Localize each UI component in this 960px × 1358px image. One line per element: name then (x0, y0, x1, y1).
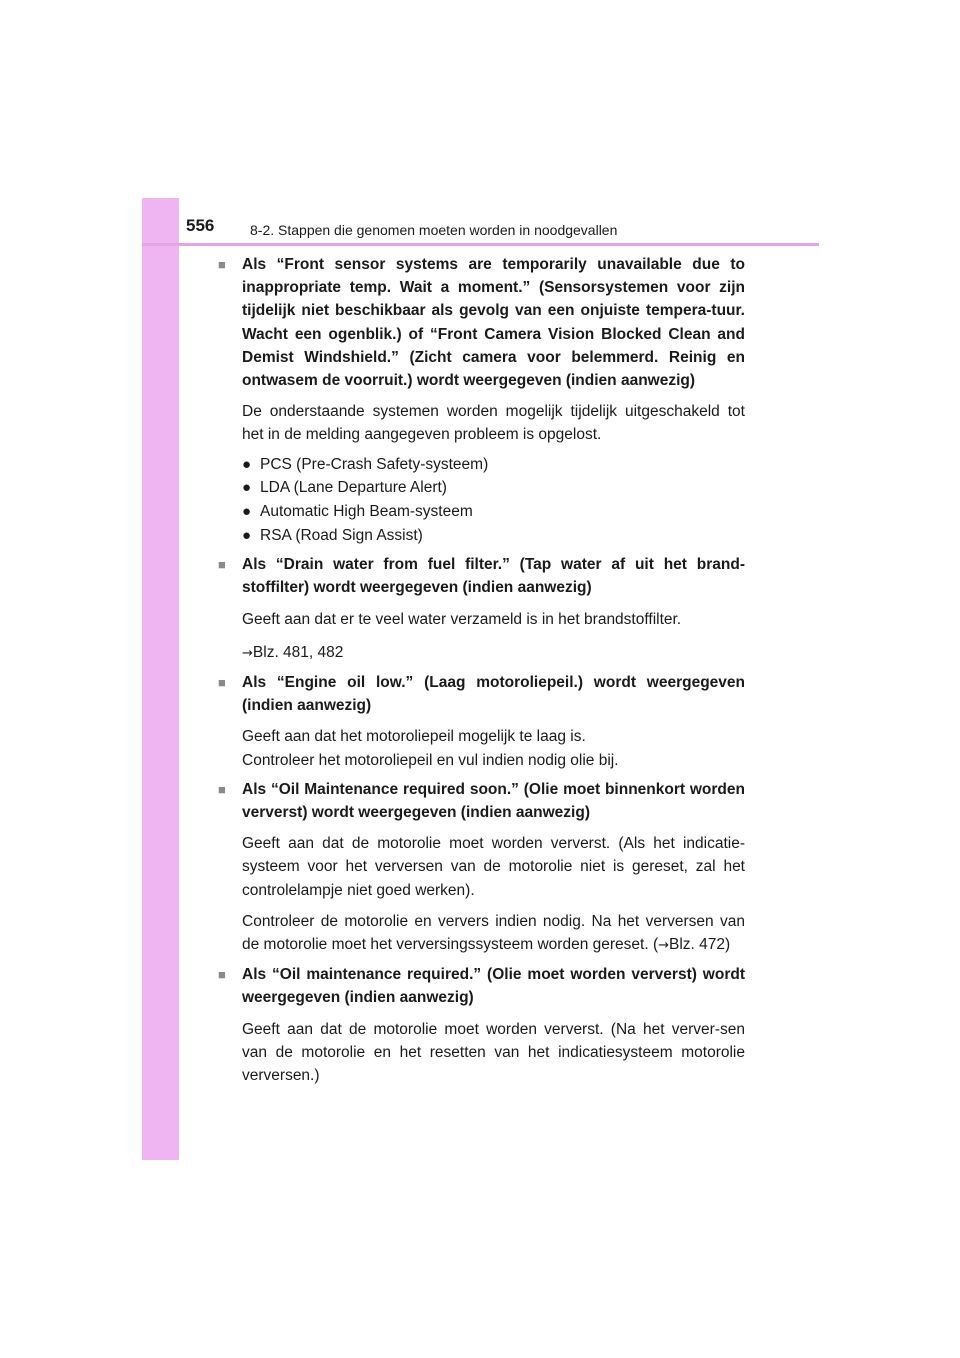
paragraph: De onderstaande systemen worden mogelijk tijdelijk uitgeschakeld tot het in de melding aangegeven probleem is opgelost. (242, 403, 745, 444)
heading-text: Als “Front sensor systems are temporarily unavailable due to inappropriate temp. Wait a moment.” (Sensorsystemen voor zijn tijdelijk niet beschikbaar als gevolg van een onjuiste tempera-tuur. Wacht een ogenblik.) of “Front Camera Vision Blocked Clean and Demist Windshield.” (Zicht camera voor belemmerd. Reinig en ontwasem de voorruit.) wordt weergegeven (indien aanwezig) (242, 256, 745, 390)
heading-text: Als “Oil Maintenance required soon.” (Olie moet binnenkort worden ververst) wordt weergegeven (indien aanwezig) (242, 780, 745, 822)
square-bullet-icon: ■ (218, 781, 226, 797)
reference-text: Blz. 481, 482 (252, 643, 344, 661)
section-heading (218, 778, 745, 824)
circle-bullet-icon: ● (242, 479, 252, 497)
list-item-text: Automatic High Beam-systeem (260, 503, 473, 521)
list-item-text: LDA (Lane Departure Alert) (260, 479, 447, 497)
heading-text: Als “Drain water from fuel filter.” (Tap water af uit het brand-stoffilter) wordt weergegeven (indien aanwezig) (242, 556, 745, 597)
side-color-band (142, 198, 179, 1160)
reference-text[interactable]: Blz. 472) (669, 936, 731, 954)
section-fuel-filter (218, 553, 745, 665)
section-heading (218, 671, 745, 717)
paragraph-text: Controleer de motorolie en ververs indien nodig. Na het verversen van de motorolie moet het verversingssysteem worden gereset. ( (242, 912, 745, 954)
paragraph (242, 910, 745, 957)
section-engine-oil-low (218, 671, 745, 772)
circle-bullet-icon: ● (242, 455, 252, 473)
section-title: 8-2. Stappen die genomen moeten worden in noodgevallen (250, 222, 618, 238)
square-bullet-icon: ■ (218, 257, 226, 272)
list-item (242, 500, 745, 523)
page-number: 556 (186, 216, 215, 235)
heading-text: Als “Oil maintenance required.” (Olie moet worden ververst) wordt weergegeven (indien aanwezig) (242, 966, 745, 1007)
header-rule (142, 243, 819, 246)
square-bullet-icon: ■ (218, 675, 226, 691)
list-item (242, 524, 745, 547)
paragraph: Geeft aan dat het motoroliepeil mogelijk te laag is. (242, 728, 586, 746)
circle-bullet-icon: ● (242, 527, 252, 545)
heading-text: Als “Engine oil low.” (Laag motoroliepeil.) wordt weergegeven (indien aanwezig) (242, 674, 745, 715)
section-front-sensor (218, 253, 745, 547)
arrow-right-icon: → (242, 645, 253, 661)
paragraph: Geeft aan dat er te veel water verzameld is in het brandstoffilter. (242, 610, 682, 628)
section-heading (218, 963, 745, 1009)
page-reference[interactable] (242, 641, 745, 665)
arrow-right-icon: → (658, 938, 670, 954)
list-item-text: PCS (Pre-Crash Safety-systeem) (260, 455, 489, 473)
section-heading (218, 253, 745, 392)
square-bullet-icon: ■ (218, 557, 226, 573)
list-item (242, 476, 745, 499)
section-oil-maintenance-required (218, 963, 745, 1087)
paragraph: Geeft aan dat de motorolie moet worden ververst. (Als het indicatie-systeem voor het verversen van de motorolie niet is gereset, zal het controlelampje niet goed werken). (242, 835, 745, 899)
list-item-text: RSA (Road Sign Assist) (260, 527, 423, 545)
section-heading (218, 553, 745, 599)
paragraph: Geeft aan dat de motorolie moet worden ververst. (Na het verver-sen van de motorolie en het resetten van het indicatiesysteem motorolie verversen.) (242, 1020, 745, 1085)
list-item (242, 453, 745, 476)
section-oil-maintenance-soon (218, 778, 745, 957)
bullet-list (242, 453, 745, 548)
square-bullet-icon: ■ (218, 967, 226, 983)
paragraph: Controleer het motoroliepeil en vul indien nodig olie bij. (242, 751, 619, 769)
circle-bullet-icon: ● (242, 503, 252, 521)
page-content (218, 253, 745, 1093)
